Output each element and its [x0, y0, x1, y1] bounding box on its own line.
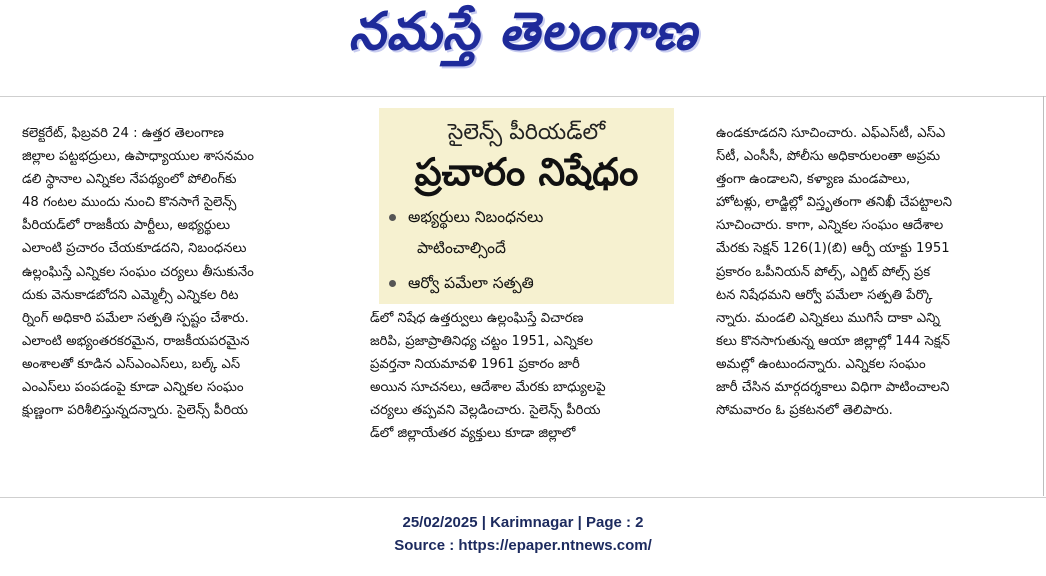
- body-line: జిల్లాల పట్టభద్రులు, ఉపాధ్యాయుల శాసనమం: [22, 149, 254, 165]
- body-line: డ్‌లో జిల్లాయేతర వ్యక్తులు కూడా జిల్లాలో: [370, 426, 576, 442]
- bullet-item: [389, 274, 534, 296]
- article-column-2: [370, 307, 705, 446]
- body-line: టన నిషేధమని ఆర్వో పమేలా సత్పతి పేర్కొ: [716, 287, 933, 303]
- body-line: ప్రవర్తనా నియమావళి 1961 ప్రకారం జారీ: [370, 357, 580, 373]
- body-line: న్నారు. మండలి ఎన్నికలు ముగిసే దాకా ఎన్ని: [716, 310, 940, 326]
- body-line: అయిన సూచనలు, ఆదేశాల మేరకు బాధ్యులపై: [370, 380, 606, 396]
- body-line: ఎలాంటి ప్రచారం చేయకూడదని, నిబంధనలు: [22, 241, 247, 257]
- bullet-continuation: పాటించాల్సిందే: [417, 239, 506, 257]
- body-line: ర్నింగ్ అధికారి పమేలా సత్పతి స్పష్టం చేశారు.: [22, 310, 249, 326]
- body-line: ఉండకూడదని సూచించారు. ఎఫ్ఎస్‌టీ, ఎస్ఎ: [716, 126, 946, 141]
- body-line: జారీ చేసిన మార్గదర్శకాలు విధిగా పాటించాలని: [716, 380, 950, 396]
- body-line: అమల్లో ఉంటుందన్నారు. ఎన్నికల సంఘం: [716, 356, 926, 372]
- body-line: సూచించారు. కాగా, ఎన్నికల సంఘం ఆదేశాల: [716, 218, 944, 234]
- masthead: [0, 0, 1046, 78]
- column-divider: [1043, 96, 1044, 496]
- body-line: ఎలాంటి అభ్యంతరకరమైన, రాజకీయపరమైన: [22, 333, 250, 349]
- headline-box: [379, 108, 674, 304]
- footer-date-edition: 25/02/2025 | Karimnagar | Page : 2: [402, 514, 644, 531]
- article-column-3: [716, 122, 1036, 422]
- bullet-item: [389, 208, 543, 230]
- body-line: ఎంఎస్‌లు పంపడంపై కూడా ఎన్నికల సంఘం: [22, 380, 244, 396]
- body-line: దుకు వెనుకాడబోదని ఎమ్మెల్సీ ఎన్నికల రిట: [22, 287, 239, 303]
- bullet-icon: [389, 214, 396, 221]
- body-line: త్తంగా ఉండాలని, కళ్యాణ మండపాలు,: [716, 172, 911, 188]
- headline: ప్రచారం నిషేధం: [414, 150, 639, 194]
- bullet-text: అభ్యర్థులు నిబంధనలు: [408, 208, 544, 226]
- article-column-1: [22, 122, 362, 422]
- body-line: కలెక్టరేట్, ఫిబ్రవరి 24 : ఉత్తర తెలంగాణ: [22, 126, 224, 141]
- body-line: 48 గంటల ముందు నుంచి కొనసాగే సైలెన్స్: [22, 195, 237, 211]
- footer-source-link[interactable]: Source : https://epaper.ntnews.com/: [394, 537, 652, 554]
- headline-kicker: సైలెన్స్ పీరియడ్‌లో: [447, 120, 606, 145]
- body-line: మేరకు సెక్షన్ 126(1)(బి) ఆర్పీ యాక్టు 1951: [716, 241, 950, 257]
- masthead-title: నమస్తే తెలంగాణ: [348, 2, 698, 62]
- body-line: జరిపి, ప్రజాప్రాతినిధ్య చట్టం 1951, ఎన్నికల: [370, 334, 593, 350]
- body-line: కలు కొనసాగుతున్న ఆయా జిల్లాల్లో 144 సెక్షన్: [716, 333, 951, 349]
- bullet-text: ఆర్వో పమేలా సత్పతి: [408, 274, 534, 292]
- body-line: స్‌టీ, ఎంసీసీ, పోలీసు అధికారులంతా అప్రమ: [716, 149, 941, 165]
- body-line: హోటళ్లు, లాడ్జిల్లో విస్తృతంగా తనిఖీ చేపట్టాలని: [716, 195, 953, 211]
- body-line: డ్‌లో నిషేధ ఉత్తర్వులు ఉల్లంఘిస్తే విచారణ: [370, 311, 584, 326]
- body-line: ఉల్లంఘిస్తే ఎన్నికల సంఘం చర్యలు తీసుకునేం: [22, 264, 254, 280]
- body-line: అంశాలతో కూడిన ఎస్ఎంఎస్‌లు, బల్క్ ఎస్: [22, 356, 241, 372]
- body-line: సోమవారం ఓ ప్రకటనలో తెలిపారు.: [716, 403, 893, 419]
- body-line: పీరియడ్‌లో రాజకీయ పార్టీలు, అభ్యర్థులు: [22, 218, 231, 234]
- body-line: ప్రకారం ఒపీనియన్ పోల్స్, ఎగ్జిట్ పోల్స్ ప్రక: [716, 264, 931, 280]
- body-line: డలి స్థానాల ఎన్నికల నేపథ్యంలో పోలింగ్‌కు: [22, 172, 237, 188]
- bullet-icon: [389, 280, 396, 287]
- body-line: క్షుణ్ణంగా పరిశీలిస్తున్నదన్నారు. సైలెన్స్ పీరియ: [22, 403, 248, 419]
- body-line: చర్యలు తప్పవని వెల్లడించారు. సైలెన్స్ పీరియ: [370, 403, 601, 419]
